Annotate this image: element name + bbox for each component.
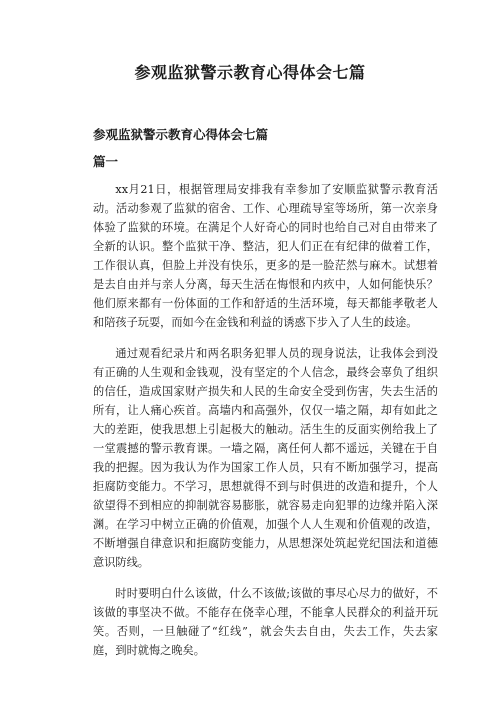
paragraph-2: 通过观看纪录片和两名职务犯罪人员的现身说法，让我体会到没有正确的人生观和金钱观，没有坚定的个人信念，最终会辜负了组织的信任，造成国家财产损失和人民的生命安全受到伤害，失去生活的所有，让人痛心疾首。高墙内和高强外，仅仅一墙之隔，却有如此之大的差距，使我思想上引起极大的触动。活生生的反面实例给我上了一堂震撼的警示教育课。一墙之隔，离任何人都不遥远，关键在于自我的把握。因为我认为作为国家工作人员，只有不断加强学习，提高拒腐防变能力。不学习，思想就得不到与时俱进的改造和提升，个人欲望得不到相应的抑制就容易膨胀，就容易走向犯罪的边缘并陷入深渊。在学习中树立正确的价值观，加强个人人生观和价值观的改造，不断增强自律意识和拒腐防变能力，从思想深处筑起党纪国法和道德意识防线。: [93, 347, 438, 569]
document-subtitle: 参观监狱警示教育心得体会七篇: [93, 127, 269, 142]
section-heading: 篇一: [93, 154, 119, 169]
paragraph-1: xx月21日，根据管理局安排我有幸参加了安顺监狱警示教育活动。活动参观了监狱的宿舍、工作、心理疏导室等场所，第一次亲身体验了监狱的环境。在满足个人好奇心的同时也给自己对自由带来了全新的认识。整个监狱干净、整洁，犯人们正在有纪律的做着工作，工作很认真，但脸上并没有快乐，更多的是一脸茫然与麻木。试想着是去自由并与亲人分离，每天生活在悔恨和内疚中，人如何能快乐？他们原来都有一份体面的工作和舒适的生活环境，每天都能孝敬老人和陪孩子玩耍，而如今在金钱和利益的诱惑下步入了人生的歧途。: [93, 183, 438, 329]
document-body: [93, 180, 438, 672]
paragraph-3: 时时要明白什么该做，什么不该做;该做的事尽心尽力的做好，不该做的事坚决不做。不能存在侥幸心理，不能拿人民群众的利益开玩笑。否则，一旦触碰了“红线”，就会失去自由，失去工作，失去家庭，到时就悔之晚矣。: [93, 587, 438, 657]
page-title: 参观监狱警示教育心得体会七篇: [134, 63, 366, 82]
